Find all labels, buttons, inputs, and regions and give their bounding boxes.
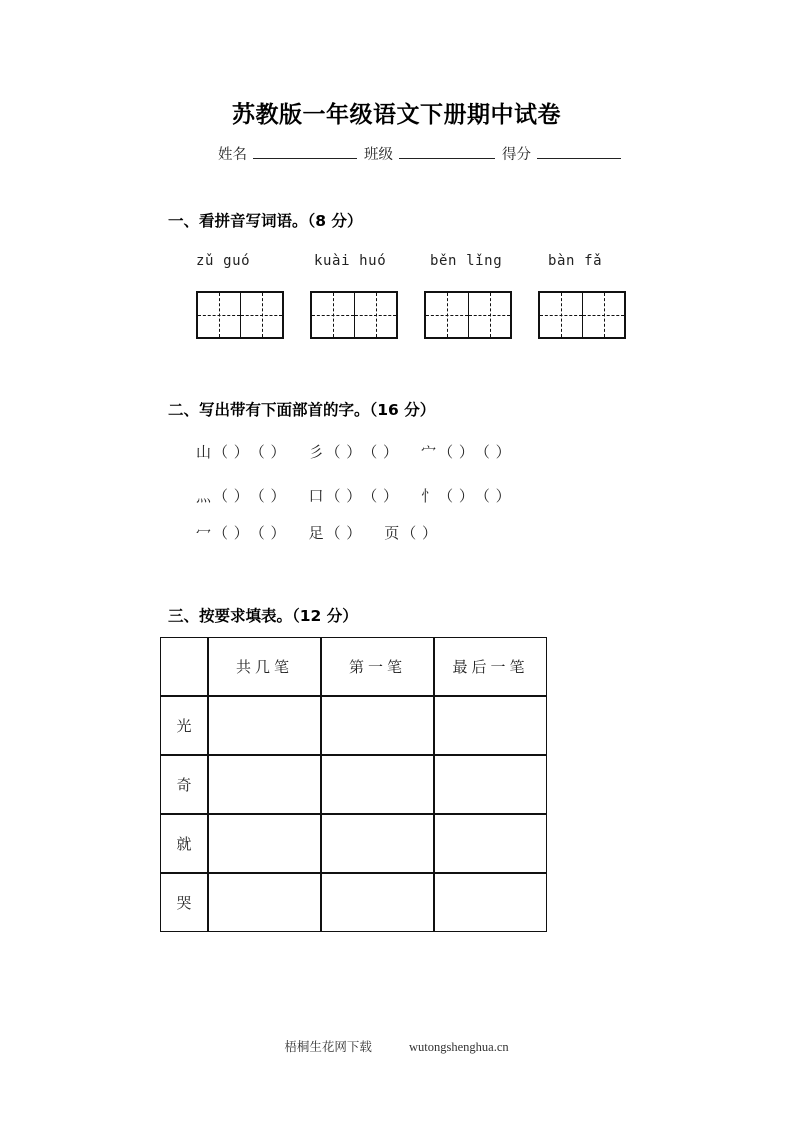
answer-blank[interactable]: （ ） — [474, 445, 512, 461]
table-row — [160, 814, 547, 873]
class-write-line[interactable] — [399, 144, 495, 159]
table-row — [160, 696, 547, 755]
table-row-character: 就 — [160, 814, 208, 873]
table-answer-cell[interactable] — [321, 814, 434, 873]
answer-blank[interactable]: （ ） — [213, 526, 250, 542]
answer-blank[interactable]: （ ） — [325, 526, 363, 542]
radical-row — [196, 485, 534, 506]
radical-character: 页 — [384, 526, 401, 542]
tianzige-cell[interactable] — [468, 293, 510, 337]
radical-group — [196, 441, 287, 462]
section-1-heading: 一、看拼音写词语。（8 分） — [168, 212, 363, 230]
tianzige-cell[interactable] — [582, 293, 624, 337]
radical-group — [309, 441, 400, 462]
table-column-header: 最后一笔 — [434, 637, 547, 696]
stroke-count-table — [160, 637, 547, 932]
answer-blank[interactable]: （ ） — [474, 489, 512, 505]
radical-character: 彡 — [308, 445, 325, 461]
radical-character: 山 — [196, 445, 213, 461]
radical-row — [196, 441, 534, 462]
table-answer-cell[interactable] — [321, 755, 434, 814]
table-answer-cell[interactable] — [321, 696, 434, 755]
radical-group — [309, 485, 400, 506]
answer-blank[interactable]: （ ） — [362, 445, 400, 461]
radical-row — [196, 522, 460, 543]
page-title: 苏教版一年级语文下册期中试卷 — [232, 102, 561, 128]
answer-blank[interactable]: （ ） — [249, 445, 287, 461]
section-2-heading: 二、写出带有下面部首的字。（16 分） — [168, 401, 436, 419]
radical-group — [196, 522, 287, 543]
table-row — [160, 873, 547, 932]
table-answer-cell[interactable] — [434, 873, 547, 932]
table-column-header: 第一笔 — [321, 637, 434, 696]
tianzige-box[interactable] — [310, 291, 398, 339]
footer — [0, 1037, 793, 1055]
table-answer-cell[interactable] — [434, 814, 547, 873]
table-header-row — [160, 637, 547, 696]
name-label: 姓名 — [218, 147, 247, 163]
table-answer-cell[interactable] — [321, 873, 434, 932]
answer-blank[interactable]: （ ） — [362, 489, 400, 505]
radical-character: 宀 — [421, 445, 438, 461]
answer-blank[interactable]: （ ） — [249, 526, 287, 542]
answer-blank[interactable]: （ ） — [438, 445, 475, 461]
score-write-line[interactable] — [537, 144, 621, 159]
table-answer-cell[interactable] — [434, 755, 547, 814]
radical-character: 口 — [308, 489, 325, 505]
answer-blank[interactable]: （ ） — [213, 489, 250, 505]
radical-character: 足 — [308, 526, 325, 542]
table-answer-cell[interactable] — [208, 755, 321, 814]
tianzige-cell[interactable] — [312, 293, 354, 337]
name-write-line[interactable] — [253, 144, 357, 159]
tianzige-box[interactable] — [538, 291, 626, 339]
radical-character: 灬 — [196, 489, 213, 505]
table-row-character: 哭 — [160, 873, 208, 932]
pinyin-label: kuài huó — [314, 253, 387, 269]
pinyin-label: bàn fǎ — [548, 253, 603, 269]
pinyin-label: běn lǐng — [430, 253, 503, 269]
tianzige-cell[interactable] — [540, 293, 582, 337]
tianzige-box[interactable] — [196, 291, 284, 339]
answer-blank[interactable]: （ ） — [213, 445, 250, 461]
tianzige-cell[interactable] — [240, 293, 282, 337]
pinyin-label: zǔ guó — [196, 253, 251, 269]
table-corner-cell — [160, 637, 208, 696]
table-column-header: 共几笔 — [208, 637, 321, 696]
table-answer-cell[interactable] — [208, 696, 321, 755]
tianzige-row — [196, 291, 626, 341]
class-label: 班级 — [364, 147, 393, 163]
answer-blank[interactable]: （ ） — [438, 489, 475, 505]
table-answer-cell[interactable] — [208, 873, 321, 932]
footer-site-name: 梧桐生花网下载 — [284, 1040, 372, 1054]
score-label: 得分 — [502, 147, 531, 163]
answer-blank[interactable]: （ ） — [325, 489, 363, 505]
radical-character: 忄 — [421, 489, 438, 505]
table-row-character: 光 — [160, 696, 208, 755]
table-answer-cell[interactable] — [208, 814, 321, 873]
radical-group — [421, 485, 512, 506]
radical-group — [384, 522, 438, 543]
answer-blank[interactable]: （ ） — [325, 445, 363, 461]
answer-blank[interactable]: （ ） — [249, 489, 287, 505]
student-info-line — [218, 143, 658, 164]
tianzige-cell[interactable] — [354, 293, 396, 337]
section-3-heading: 三、按要求填表。（12 分） — [168, 607, 358, 625]
answer-blank[interactable]: （ ） — [401, 526, 439, 542]
table-row — [160, 755, 547, 814]
radical-character: 冖 — [196, 526, 213, 542]
tianzige-cell[interactable] — [426, 293, 468, 337]
radical-group — [196, 485, 287, 506]
pinyin-row — [196, 253, 626, 275]
tianzige-cell[interactable] — [198, 293, 240, 337]
radical-group — [309, 522, 363, 543]
footer-site-url: wutongshenghua.cn — [409, 1040, 509, 1054]
radical-group — [421, 441, 512, 462]
table-row-character: 奇 — [160, 755, 208, 814]
table-answer-cell[interactable] — [434, 696, 547, 755]
tianzige-box[interactable] — [424, 291, 512, 339]
